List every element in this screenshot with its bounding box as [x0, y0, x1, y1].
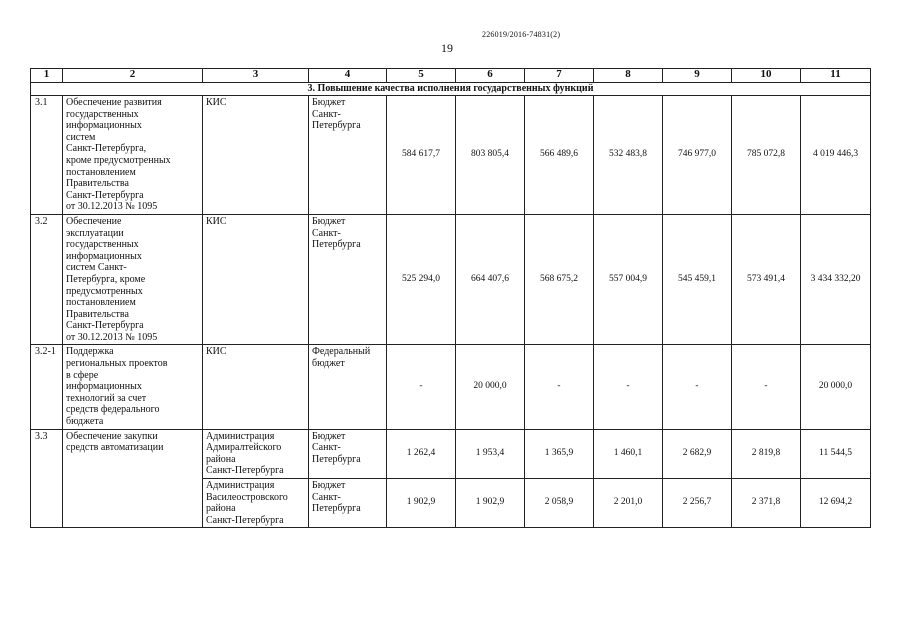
row-code: 3.3	[31, 429, 63, 528]
row-executor: КИС	[203, 214, 309, 345]
row-source: Бюджет Санкт- Петербурга	[309, 96, 387, 215]
row-code: 3.1	[31, 96, 63, 215]
value-cell: 1 902,9	[456, 479, 525, 528]
row-name: Обеспечение развития государственных информационных систем Санкт-Петербурга, кроме предусмотренных постановлением Правительства Санкт-Петербурга от 30.12.2013 № 1095	[63, 96, 203, 215]
row-name: Обеспечение эксплуатации государственных информационных систем Санкт- Петербурга, кроме предусмотренных постановлением Правительства Санкт-Петербурга от 30.12.2013 № 1095	[63, 214, 203, 345]
value-cell: 2 256,7	[663, 479, 732, 528]
value-cell: -	[732, 345, 801, 429]
total-cell: 20 000,0	[801, 345, 871, 429]
value-cell: 584 617,7	[387, 96, 456, 215]
table-row	[31, 214, 871, 345]
column-header: 3	[203, 69, 309, 83]
column-header: 4	[309, 69, 387, 83]
value-cell: 2 682,9	[663, 429, 732, 478]
value-cell: 664 407,6	[456, 214, 525, 345]
page-number: 19	[441, 41, 453, 55]
table-row	[31, 429, 871, 478]
value-cell: 20 000,0	[456, 345, 525, 429]
row-executor: КИС	[203, 96, 309, 215]
total-cell: 11 544,5	[801, 429, 871, 478]
section-title: 3. Повышение качества исполнения государственных функций	[31, 83, 871, 96]
value-cell: 1 262,4	[387, 429, 456, 478]
value-cell: 1 365,9	[525, 429, 594, 478]
total-cell: 4 019 446,3	[801, 96, 871, 215]
program-table	[30, 68, 871, 528]
column-number-row	[31, 69, 871, 83]
column-header: 6	[456, 69, 525, 83]
row-executor: Администрация Адмиралтейского района Санкт-Петербурга	[203, 429, 309, 478]
total-cell: 3 434 332,20	[801, 214, 871, 345]
column-header: 1	[31, 69, 63, 83]
value-cell: 1 902,9	[387, 479, 456, 528]
value-cell: 532 483,8	[594, 96, 663, 215]
row-name: Обеспечение закупки средств автоматизации	[63, 429, 203, 528]
value-cell: 545 459,1	[663, 214, 732, 345]
value-cell: 557 004,9	[594, 214, 663, 345]
row-code: 3.2	[31, 214, 63, 345]
value-cell: 746 977,0	[663, 96, 732, 215]
value-cell: 1 953,4	[456, 429, 525, 478]
column-header: 5	[387, 69, 456, 83]
value-cell: 2 058,9	[525, 479, 594, 528]
value-cell: 785 072,8	[732, 96, 801, 215]
value-cell: 2 819,8	[732, 429, 801, 478]
value-cell: 803 805,4	[456, 96, 525, 215]
row-source: Бюджет Санкт- Петербурга	[309, 479, 387, 528]
column-header: 10	[732, 69, 801, 83]
value-cell: 573 491,4	[732, 214, 801, 345]
row-source: Бюджет Санкт- Петербурга	[309, 429, 387, 478]
column-header: 2	[63, 69, 203, 83]
value-cell: -	[525, 345, 594, 429]
row-source: Федеральный бюджет	[309, 345, 387, 429]
section-row	[31, 83, 871, 96]
value-cell: -	[594, 345, 663, 429]
value-cell: 2 371,8	[732, 479, 801, 528]
value-cell: -	[387, 345, 456, 429]
value-cell: 2 201,0	[594, 479, 663, 528]
table-row	[31, 345, 871, 429]
value-cell: 566 489,6	[525, 96, 594, 215]
value-cell: -	[663, 345, 732, 429]
row-source: Бюджет Санкт- Петербурга	[309, 214, 387, 345]
row-executor: Администрация Василеостровского района Санкт-Петербурга	[203, 479, 309, 528]
table-row	[31, 96, 871, 215]
value-cell: 525 294,0	[387, 214, 456, 345]
document-number: 226019/2016-74831(2)	[482, 30, 561, 39]
value-cell: 1 460,1	[594, 429, 663, 478]
column-header: 11	[801, 69, 871, 83]
row-code: 3.2-1	[31, 345, 63, 429]
value-cell: 568 675,2	[525, 214, 594, 345]
column-header: 7	[525, 69, 594, 83]
row-name: Поддержка региональных проектов в сфере информационных технологий за счет средств федерального бюджета	[63, 345, 203, 429]
row-executor: КИС	[203, 345, 309, 429]
column-header: 9	[663, 69, 732, 83]
column-header: 8	[594, 69, 663, 83]
total-cell: 12 694,2	[801, 479, 871, 528]
